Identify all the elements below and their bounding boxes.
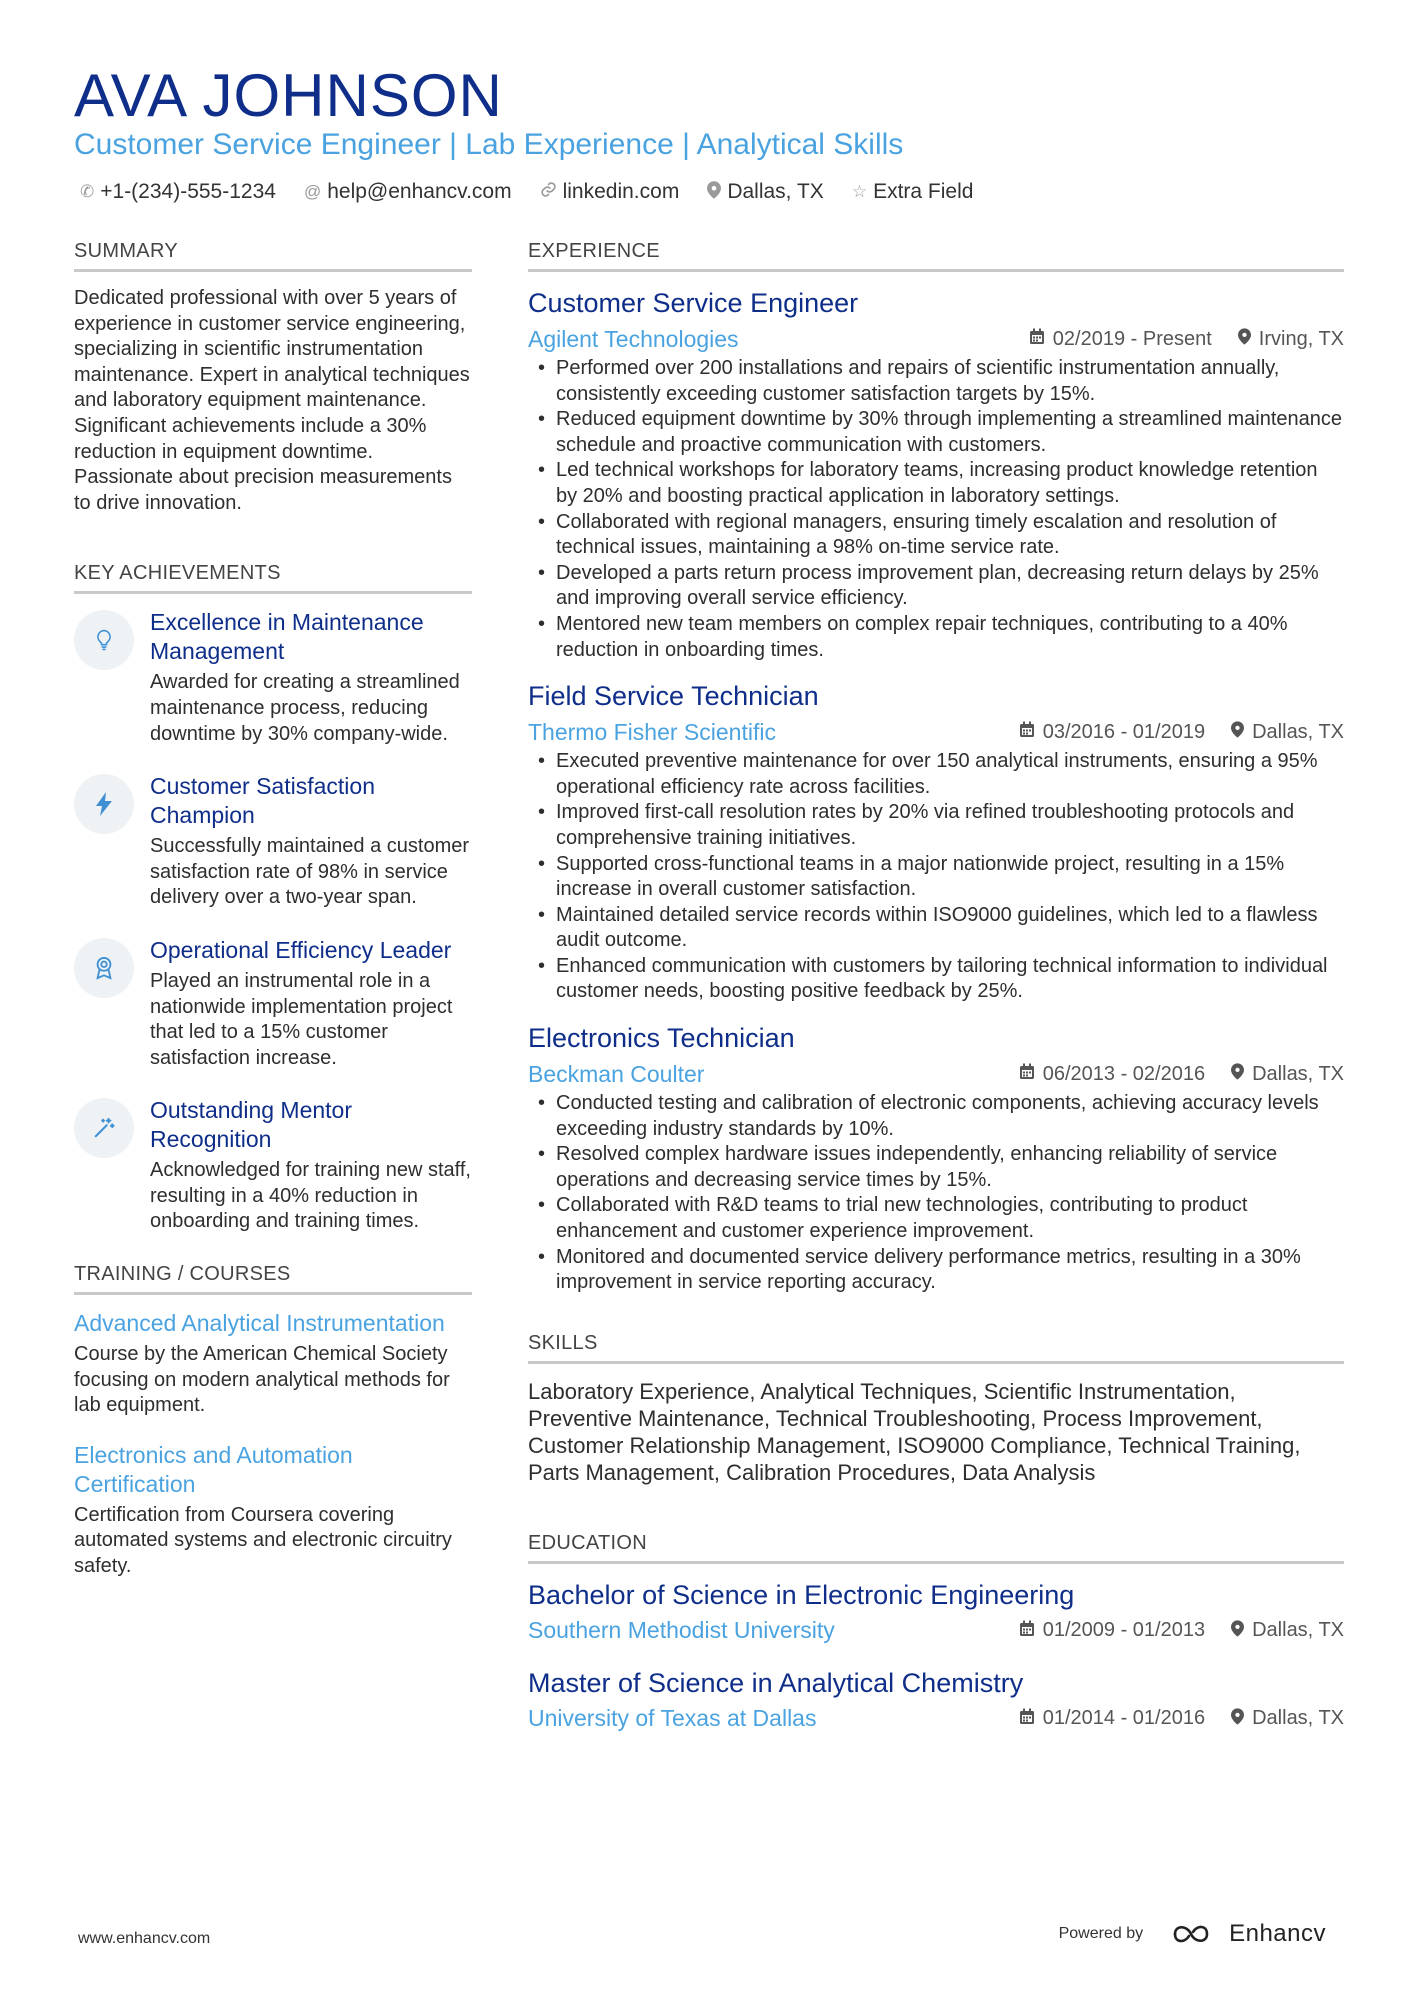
bullet-item: • Collaborated with R&D teams to trial new technologies, contributing to product enhancement and customer experience improvement. <box>528 1193 1344 1244</box>
achievement-item <box>74 608 472 747</box>
course-title: Electronics and Automation Certification <box>74 1441 353 1497</box>
achievement-desc: Played an instrumental role in a nationwide implementation project that led to a 15% customer satisfaction increase. <box>150 969 453 1069</box>
summary-text: Dedicated professional with over 5 years of experience in customer service engineering, specializing in scientific instrumentation maintenance. Expert in analytical techniques and laboratory equipment maintenance. Significant achievements include a 30% reduction in equipment downtime. Passionate about precision measurements to drive innovation. <box>74 287 470 514</box>
location-icon <box>1231 721 1244 743</box>
bullet-item: • Collaborated with regional managers, ensuring timely escalation and resolution of technical issues, maintaining a 98% on-time service rate. <box>528 510 1344 561</box>
job-title: Customer Service Engineer <box>528 288 859 318</box>
contact-phone[interactable] <box>80 180 276 204</box>
job-bullets <box>528 356 1344 663</box>
bullet-item: • Enhanced communication with customers by tailoring technical information to individual customer needs, boosting positive feedback by 25%. <box>528 954 1344 1005</box>
lightbulb-icon <box>74 610 134 670</box>
bullet-item: • Supported cross-functional teams in a major nationwide project, resulting in a 15% increase in overall customer satisfaction. <box>528 852 1344 903</box>
job-entry <box>528 286 1344 663</box>
job-title: Electronics Technician <box>528 1023 795 1054</box>
skills-heading: SKILLS <box>528 1330 1344 1364</box>
achievement-title: Outstanding Mentor Recognition <box>150 1097 353 1153</box>
achievement-title: Customer Satisfaction Champion <box>150 773 375 829</box>
job-bullets <box>528 1091 1344 1296</box>
headline: Customer Service Engineer | Lab Experience | Analytical Skills <box>74 128 904 161</box>
school-name: University of Texas at Dallas <box>528 1705 817 1732</box>
achievement-title: Operational Efficiency Leader <box>150 936 452 963</box>
job-entry <box>528 1021 1344 1296</box>
enhancv-logo-icon <box>1167 1921 1215 1947</box>
bullet-item: • Performed over 200 installations and repairs of scientific instrumentation annually, consistently exceeding customer satisfaction targets by 15%. <box>528 356 1344 407</box>
company-name: Agilent Technologies <box>528 325 739 352</box>
phone-icon: ✆ <box>80 182 95 201</box>
summary-heading: SUMMARY <box>74 238 472 272</box>
star-icon: ☆ <box>851 182 868 201</box>
bullet-item: • Reduced equipment downtime by 30% through implementing a streamlined maintenance schedule and proactive communication with customers. <box>528 407 1344 458</box>
job-title: Field Service Technician <box>528 681 819 712</box>
powered-by-label: Powered by <box>1058 1925 1144 1942</box>
job-location: Dallas, TX <box>1252 1062 1344 1085</box>
education-dates: 01/2009 - 01/2013 <box>1042 1619 1206 1642</box>
achievement-desc: Successfully maintained a customer satisfaction rate of 98% in service delivery over a two-year span. <box>150 835 470 909</box>
bullet-item: • Led technical workshops for laboratory teams, increasing product knowledge retention by 20% and boosting practical application in laboratory settings. <box>528 458 1344 509</box>
contact-linkedin[interactable] <box>540 180 680 204</box>
job-entry <box>528 679 1344 1005</box>
company-name: Thermo Fisher Scientific <box>528 718 776 745</box>
education-entry <box>528 1578 1344 1648</box>
job-dates: 02/2019 - Present <box>1052 327 1212 350</box>
location-icon <box>707 181 721 204</box>
experience-heading: EXPERIENCE <box>528 238 1344 272</box>
education-heading: EDUCATION <box>528 1530 1344 1564</box>
contact-email[interactable] <box>304 180 512 204</box>
contact-location <box>707 180 823 204</box>
achievement-desc: Awarded for creating a streamlined maintenance process, reducing downtime by 30% company-wide. <box>150 671 460 745</box>
contact-phone-text: +1-(234)-555-1234 <box>100 180 276 203</box>
achievement-item <box>74 936 472 1071</box>
candidate-name: AVA JOHNSON <box>74 62 503 129</box>
location-icon <box>1238 328 1251 350</box>
award-icon <box>74 938 134 998</box>
achievement-item <box>74 1096 472 1235</box>
bullet-item: • Resolved complex hardware issues independently, enhancing reliability of service operations and decreasing service times by 15%. <box>528 1142 1344 1193</box>
location-icon <box>1231 1620 1244 1642</box>
footer-branding <box>1059 1920 1326 1948</box>
calendar-icon <box>1019 1708 1035 1730</box>
contact-location-text: Dallas, TX <box>727 180 824 203</box>
bullet-item: • Mentored new team members on complex repair techniques, contributing to a 40% reduction in onboarding times. <box>528 612 1344 663</box>
contact-email-text: help@enhancv.com <box>327 180 512 203</box>
contact-extra <box>852 180 974 204</box>
training-heading: TRAINING / COURSES <box>74 1261 472 1295</box>
degree-title: Bachelor of Science in Electronic Engineering <box>528 1579 1075 1610</box>
right-column <box>528 238 1344 1754</box>
skills-text: Laboratory Experience, Analytical Techniques, Scientific Instrumentation, Preventive Maintenance, Technical Troubleshooting, Process Improvement, Customer Relationship Management, ISO9000 Compliance, Technical Training, Parts Management, Calibration Procedures, Data Analysis <box>528 1378 1301 1485</box>
contact-bar <box>80 176 973 208</box>
magic-wand-icon <box>74 1098 134 1158</box>
calendar-icon <box>1029 328 1045 350</box>
education-location: Dallas, TX <box>1252 1707 1344 1730</box>
calendar-icon <box>1019 1620 1035 1642</box>
brand-name: Enhancv <box>1229 1920 1326 1947</box>
education-entry <box>528 1666 1344 1736</box>
course-title: Advanced Analytical Instrumentation <box>74 1310 445 1337</box>
job-location: Irving, TX <box>1258 327 1344 350</box>
location-icon <box>1231 1063 1244 1085</box>
course-desc: Certification from Coursera covering automated systems and electronic circuitry safety. <box>74 1503 452 1578</box>
contact-extra-text: Extra Field <box>873 180 974 203</box>
contact-linkedin-text: linkedin.com <box>562 180 680 203</box>
bullet-item: • Conducted testing and calibration of electronic components, achieving accuracy levels exceeding industry standards by 10%. <box>528 1091 1344 1142</box>
bullet-item: • Monitored and documented service delivery performance metrics, resulting in a 30% improvement in service reporting accuracy. <box>528 1245 1344 1296</box>
bullet-item: • Executed preventive maintenance for over 150 analytical instruments, ensuring a 95% operational efficiency rate across facilities. <box>528 749 1344 800</box>
footer-website[interactable]: www.enhancv.com <box>78 1930 211 1947</box>
degree-title: Master of Science in Analytical Chemistry <box>528 1667 1024 1698</box>
company-name: Beckman Coulter <box>528 1060 705 1087</box>
at-icon: @ <box>303 182 322 201</box>
bullet-item: • Improved first-call resolution rates by 20% via refined troubleshooting protocols and comprehensive training initiatives. <box>528 800 1344 851</box>
job-bullets <box>528 749 1344 1005</box>
calendar-icon <box>1019 1063 1035 1085</box>
school-name: Southern Methodist University <box>528 1617 835 1644</box>
calendar-icon <box>1019 721 1035 743</box>
achievement-title: Excellence in Maintenance Management <box>150 609 424 665</box>
job-dates: 03/2016 - 01/2019 <box>1042 720 1206 743</box>
education-dates: 01/2014 - 01/2016 <box>1042 1707 1206 1730</box>
course-item <box>74 1441 472 1580</box>
lightning-icon <box>74 774 134 834</box>
job-dates: 06/2013 - 02/2016 <box>1042 1062 1206 1085</box>
achievement-item <box>74 772 472 911</box>
achievement-desc: Acknowledged for training new staff, resulting in a 40% reduction in onboarding and training times. <box>150 1159 471 1233</box>
left-column <box>74 238 472 1602</box>
location-icon <box>1231 1708 1244 1730</box>
course-desc: Course by the American Chemical Society focusing on modern analytical methods for lab equipment. <box>74 1343 450 1417</box>
education-location: Dallas, TX <box>1252 1619 1344 1642</box>
job-location: Dallas, TX <box>1252 720 1344 743</box>
bullet-item: • Maintained detailed service records within ISO9000 guidelines, which led to a flawless audit outcome. <box>528 903 1344 954</box>
bullet-item: • Developed a parts return process improvement plan, decreasing return delays by 25% and improving overall service efficiency. <box>528 561 1344 612</box>
link-icon <box>540 181 557 203</box>
achievements-heading: KEY ACHIEVEMENTS <box>74 560 472 594</box>
course-item <box>74 1309 472 1419</box>
